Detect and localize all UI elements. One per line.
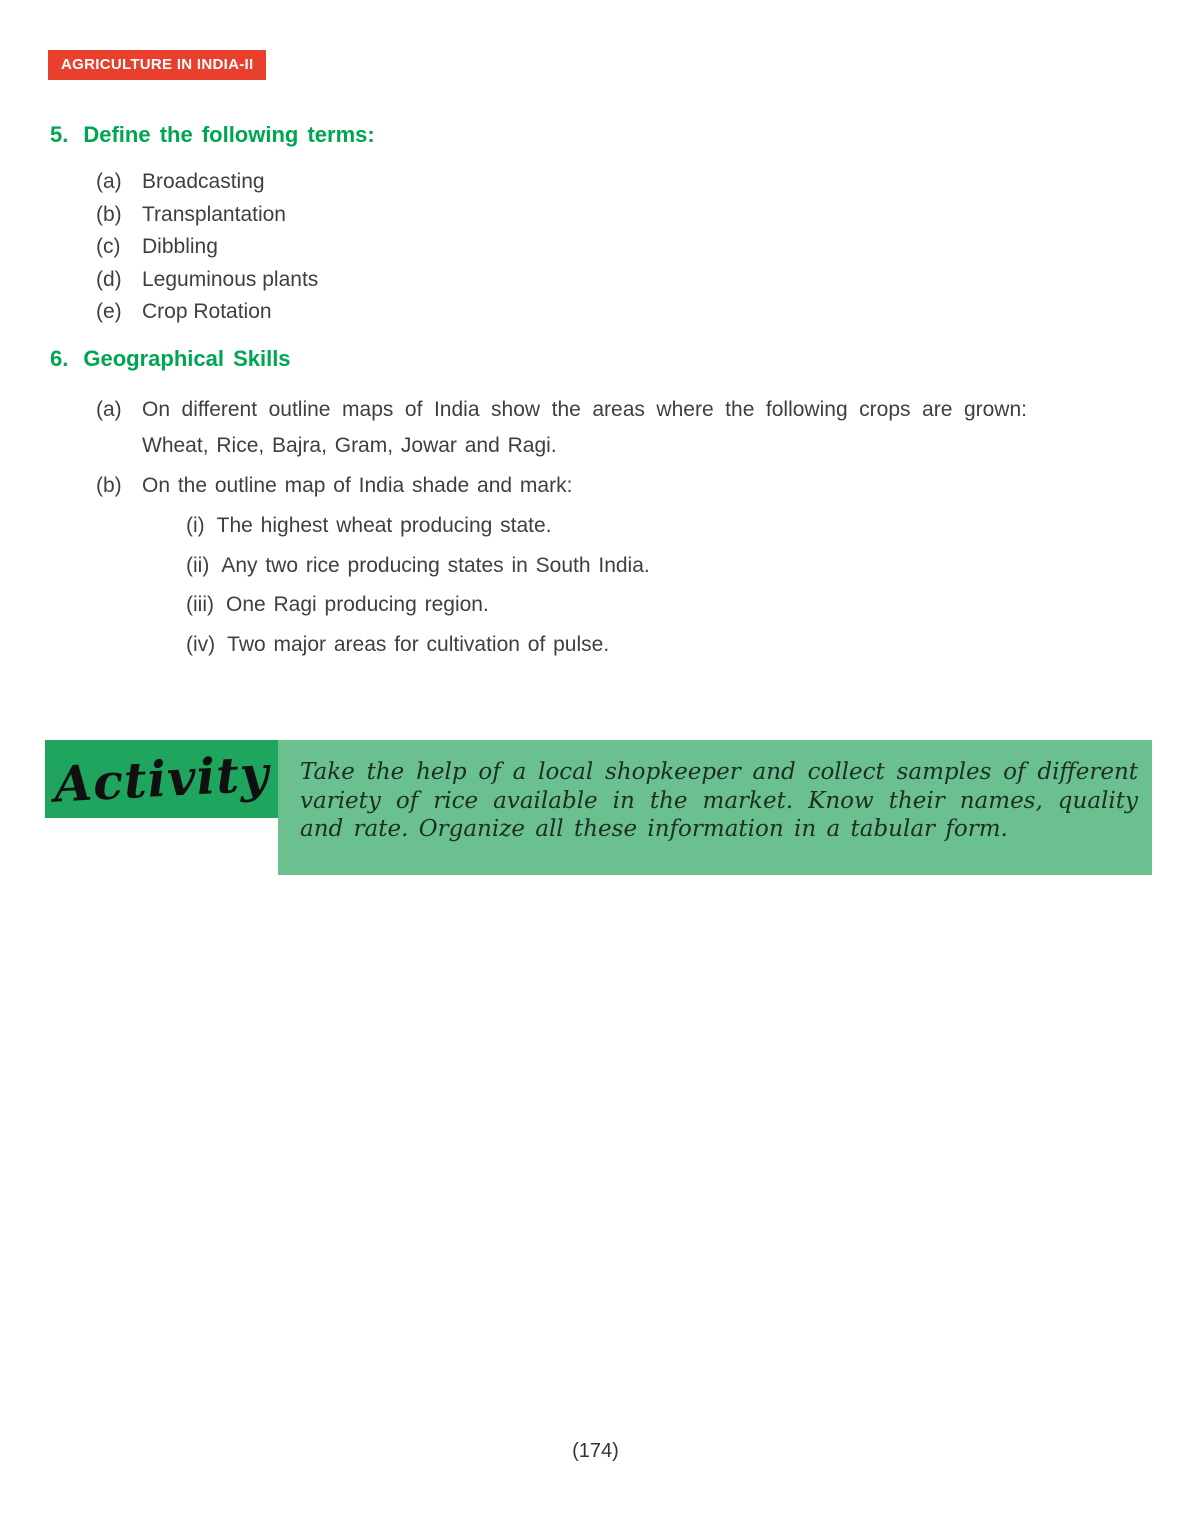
sub-list-item-label: (i) xyxy=(186,514,205,537)
activity-label-box xyxy=(45,740,278,818)
chapter-badge-label: AGRICULTURE IN INDIA-II xyxy=(61,56,254,73)
page-number: (174) xyxy=(572,1440,619,1462)
list-item-text: On different outline maps of India show the areas where the following crops are grown: Wheat, Rice, Bajra, Gram, Jowar and Ragi. xyxy=(142,398,1027,457)
list-item xyxy=(96,264,375,297)
sub-list-item-text: One Ragi producing region. xyxy=(225,593,489,616)
list-item-label: (b) xyxy=(96,474,122,497)
question-5-number: 5. xyxy=(50,122,69,147)
activity-label: Activity xyxy=(52,744,271,814)
activity-block xyxy=(45,740,1152,875)
list-item-text: Transplantation xyxy=(142,202,286,226)
sub-list-item xyxy=(186,589,1027,621)
sub-list-item-label: (iii) xyxy=(186,593,214,616)
question-6-section xyxy=(50,346,1027,668)
activity-panel xyxy=(278,740,1152,875)
question-6-title: Geographical Skills xyxy=(83,346,291,371)
list-item xyxy=(96,296,375,329)
sub-list-item-text: Two major areas for cultivation of pulse. xyxy=(227,632,610,656)
sub-list-item-text: Any two rice producing states in South India. xyxy=(221,553,650,577)
list-item-text: Leguminous plants xyxy=(142,267,319,291)
question-5-title: Define the following terms: xyxy=(83,122,375,147)
chapter-badge xyxy=(48,50,266,80)
list-item-text: Dibbling xyxy=(142,235,218,258)
list-item-label: (d) xyxy=(96,267,122,291)
question-5-heading xyxy=(50,122,375,148)
list-item-text: Crop Rotation xyxy=(142,300,272,323)
list-item-text: Broadcasting xyxy=(142,170,265,193)
sub-list-item xyxy=(186,550,1027,582)
sub-list-item xyxy=(186,510,1027,542)
question-6b-subitems xyxy=(186,510,1027,661)
list-item-label: (a) xyxy=(96,398,122,421)
sub-list-item-label: (iv) xyxy=(186,632,216,656)
activity-text: Take the help of a local shopkeeper and collect samples of different variety of rice available in the market. Know their names, quality and rate. Organize all these information in a tabular form. xyxy=(300,759,1138,842)
question-6-heading xyxy=(50,346,1027,372)
list-item-label: (e) xyxy=(96,300,122,323)
list-item-label: (c) xyxy=(96,235,121,258)
list-item xyxy=(96,231,375,264)
list-item xyxy=(96,199,375,232)
question-6-items xyxy=(96,392,1027,661)
list-item xyxy=(96,392,1027,464)
question-6-number: 6. xyxy=(50,346,69,371)
list-item xyxy=(96,166,375,199)
question-5-items xyxy=(96,166,375,329)
list-item-text: On the outline map of India shade and mark: xyxy=(142,474,573,497)
sub-list-item-label: (ii) xyxy=(186,553,210,577)
list-item xyxy=(96,468,1027,504)
list-item-label: (a) xyxy=(96,170,122,193)
question-5-section xyxy=(50,122,375,329)
sub-list-item xyxy=(186,629,1027,661)
list-item-label: (b) xyxy=(96,202,122,226)
sub-list-item-text: The highest wheat producing state. xyxy=(216,514,552,537)
